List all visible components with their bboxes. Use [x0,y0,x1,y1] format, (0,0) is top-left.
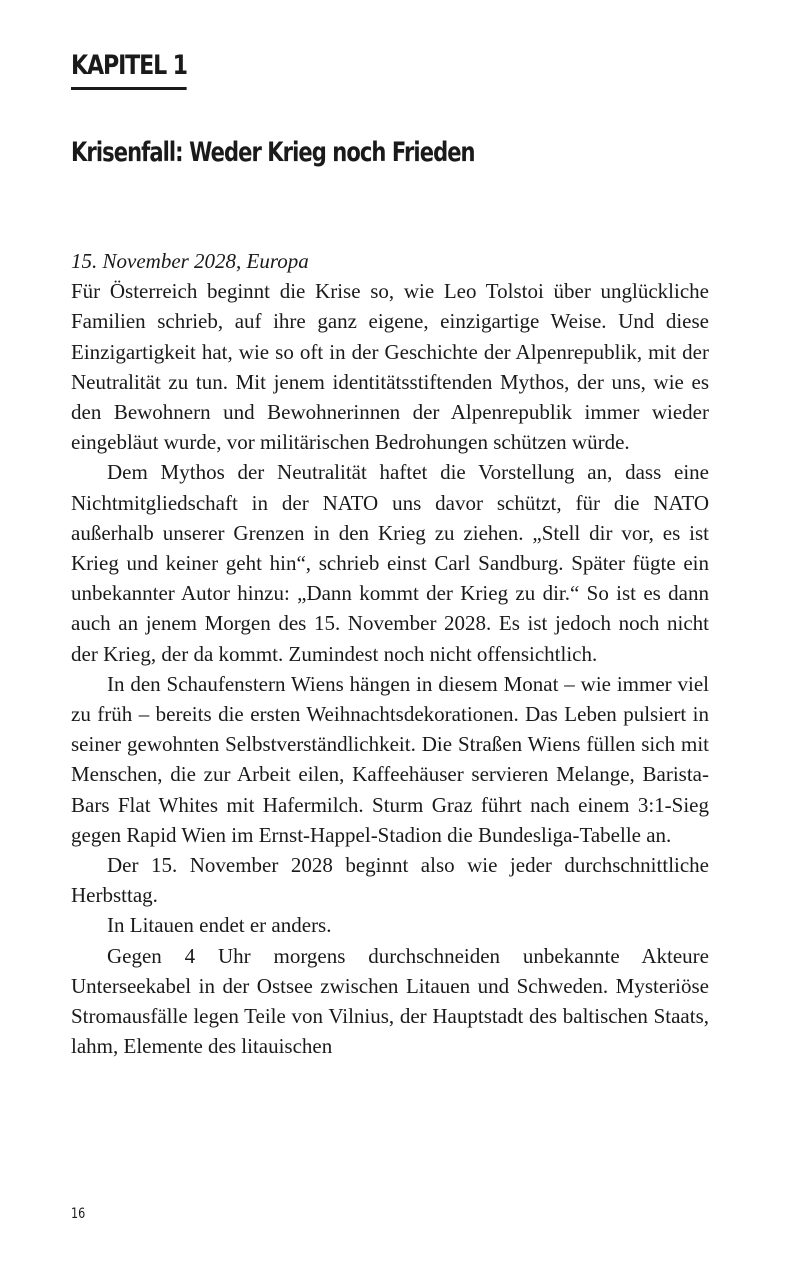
page-number: 16 [71,1206,86,1222]
paragraph-6: Gegen 4 Uhr morgens durchschneiden unbekannte Akteure Unterseekabel in der Ostsee zwischen Litauen und Schweden. Mysteriöse Stromausfälle legen Teile von Vilnius, der Hauptstadt des baltischen Staats, lahm, Elemente des litauischen [71,943,709,1059]
paragraph-3: In den Schaufenstern Wiens hängen in diesem Monat – wie immer viel zu früh – bereits die ersten Weihnachtsdekorationen. Das Leben pulsiert in seiner gewohnten Selbstverständlichkeit. Die Straßen Wiens füllen sich mit Menschen, die zur Arbeit eilen, Kaffeehäuser servieren Melange, Barista-Bars Flat Whites mit Hafermilch. Sturm Graz führt nach einem 3:1-Sieg gegen Rapid Wien im Ernst-Happel-Stadion die Bundesliga-Tabelle an. [71,671,709,847]
body-text [71,246,709,1061]
dateline: 15. November 2028, Europa [71,249,309,273]
paragraph-5: In Litauen endet er anders. [107,913,332,938]
book-page [71,0,709,1270]
chapter-label: KAPITEL 1 [71,50,187,90]
paragraph-1: Für Österreich beginnt die Krise so, wie Leo Tolstoi über unglückliche Familien schrieb, auf ihre ganz eigene, einzigartige Weise. Und diese Einzigartigkeit hat, wie so oft in der Geschichte der Alpenrepublik, mit der Neutralität zu tun. Mit jenem identitätsstiftenden Mythos, der uns, wie es den Bewohnern und Bewohnerinnen der Alpenrepublik immer wieder eingebläut wurde, vor militärischen Bedrohungen schützen würde. [71,279,709,455]
paragraph-4: Der 15. November 2028 beginnt also wie jeder durchschnittliche Herbsttag. [71,853,709,908]
paragraph-2: Dem Mythos der Neutralität haftet die Vorstellung an, dass eine Nichtmitgliedschaft in der NATO uns davor schützt, für die NATO außerhalb unserer Grenzen in den Krieg zu ziehen. „Stell dir vor, es ist Krieg und keiner geht hin“, schrieb einst Carl Sandburg. Später fügte ein unbekannter Autor hinzu: „Dann kommt der Krieg zu dir.“ So ist es dann auch an jenem Morgen des 15. November 2028. Es ist jedoch noch nicht der Krieg, der da kommt. Zumindest noch nicht offensichtlich. [71,460,709,666]
chapter-title: Krisenfall: Weder Krieg noch Frieden [71,137,475,168]
